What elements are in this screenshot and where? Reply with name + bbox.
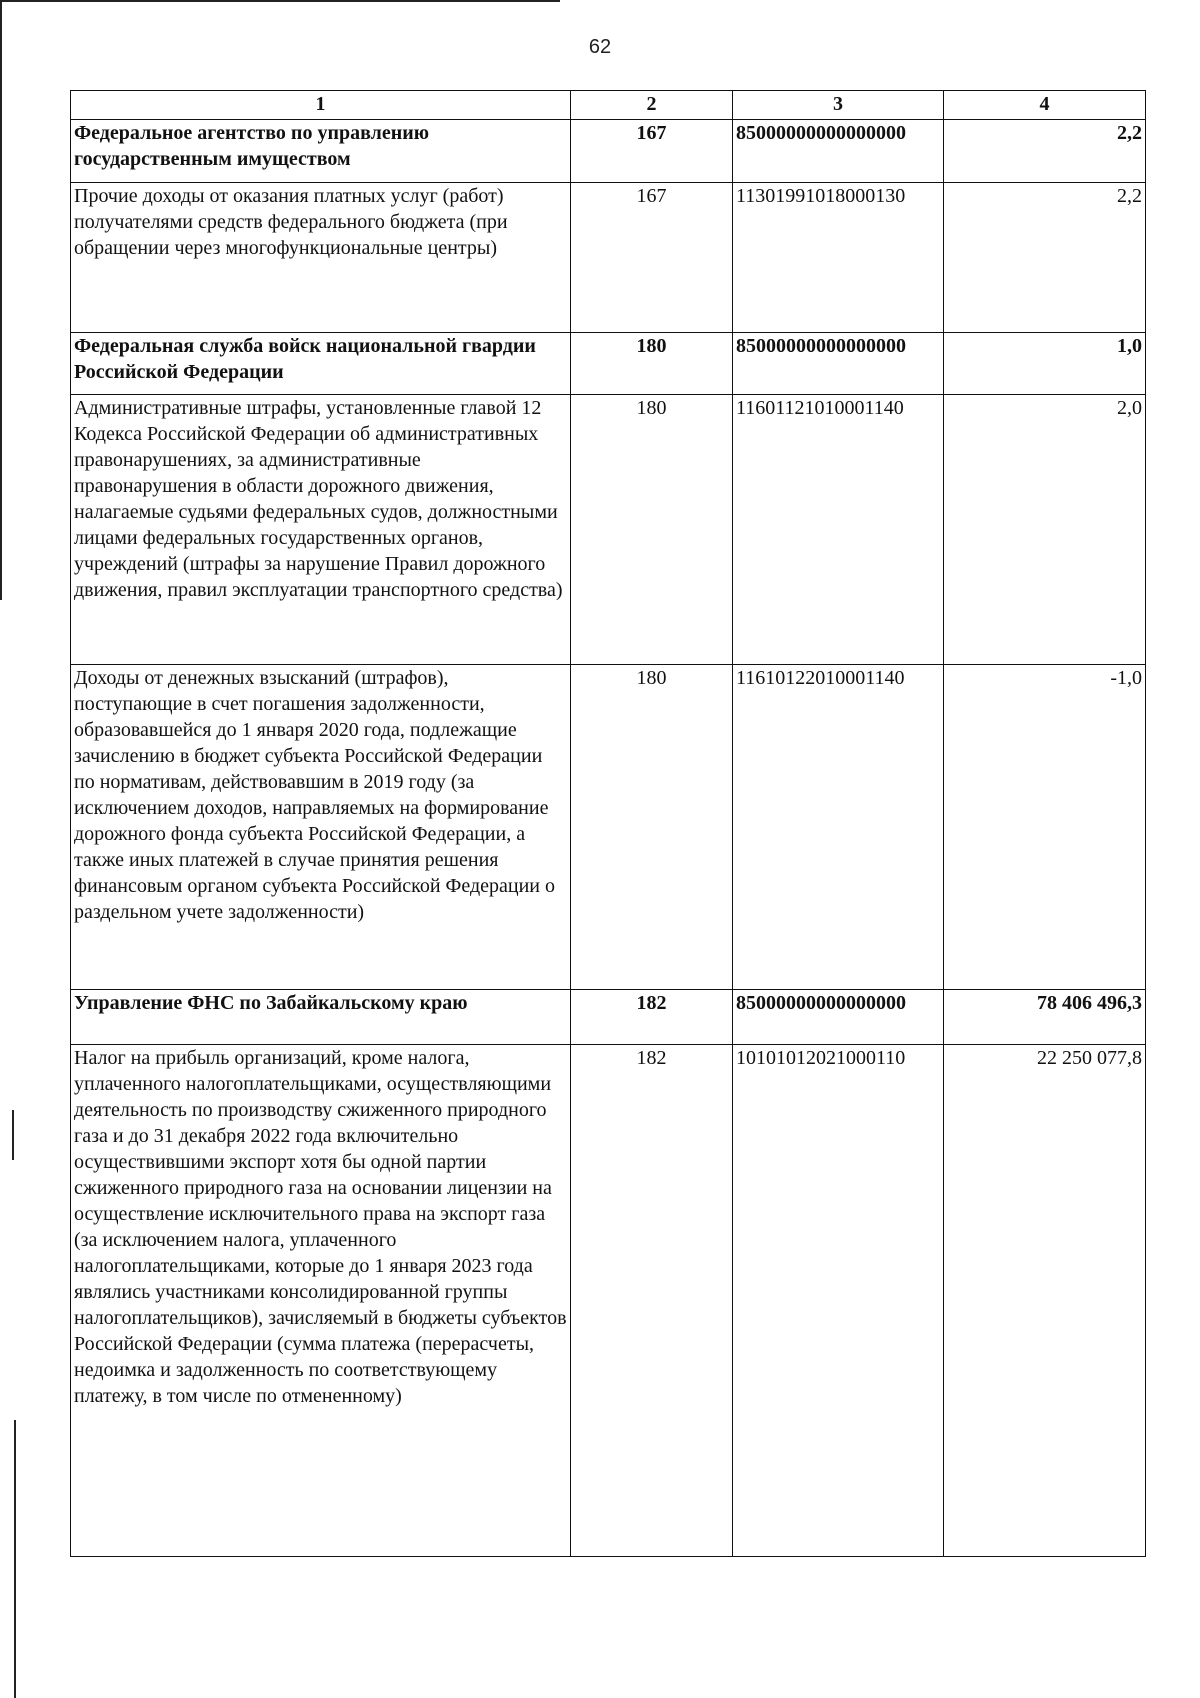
revenue-name: Налог на прибыль организаций, кроме налога, уплаченного налогоплательщиками, осуществляющими деятельность по производству сжиженного природного газа и до 31 декабря 2022 года включительно осуществившими экспорт хотя бы одной партии сжиженного природного газа на основании лицензии на осуществление исключительного права на экспорт газа (за исключением налога, уплаченного налогоплательщиками, которые до 1 января 2023 года являлись участниками консолидированной группы налогоплательщиков), зачисляемый в бюджеты субъектов Российской Федерации (сумма платежа (перерасчеты, недоимка и задолженность по соответствующему платежу, в том числе по отмененному) <box>71 1045 571 1557</box>
admin-code: 182 <box>571 1045 733 1557</box>
page-number: 62 <box>588 36 612 58</box>
left-edge-mark-lower <box>14 1420 16 1698</box>
column-header-3: 3 <box>733 91 944 120</box>
table-row <box>71 183 1146 333</box>
admin-code: 167 <box>571 183 733 333</box>
amount: 2,2 <box>944 120 1146 183</box>
amount: 78 406 496,3 <box>944 990 1146 1045</box>
left-edge-mark-upper <box>12 1110 14 1160</box>
revenue-name: Управление ФНС по Забайкальскому краю <box>71 990 571 1045</box>
column-header-4: 4 <box>944 91 1146 120</box>
table-row <box>71 333 1146 395</box>
admin-code: 180 <box>571 665 733 990</box>
admin-code: 167 <box>571 120 733 183</box>
amount: 2,0 <box>944 395 1146 665</box>
header-row <box>71 91 1146 120</box>
amount: 22 250 077,8 <box>944 1045 1146 1557</box>
revenue-name: Федеральная служба войск национальной гвардии Российской Федерации <box>71 333 571 395</box>
table-row <box>71 990 1146 1045</box>
revenue-name: Административные штрафы, установленные главой 12 Кодекса Российской Федерации об административных правонарушениях, за административные правонарушения в области дорожного движения, налагаемые судьями федеральных судов, должностными лицами федеральных государственных органов, учреждений (штрафы за нарушение Правил дорожного движения, правил эксплуатации транспортного средства) <box>71 395 571 665</box>
budget-code: 11610122010001140 <box>733 665 944 990</box>
revenue-table <box>70 90 1146 1557</box>
budget-code: 11301991018000130 <box>733 183 944 333</box>
amount: 1,0 <box>944 333 1146 395</box>
budget-code: 85000000000000000 <box>733 333 944 395</box>
top-edge-line <box>0 0 560 2</box>
revenue-name: Прочие доходы от оказания платных услуг (работ) получателями средств федерального бюджета (при обращении через многофункциональные центры) <box>71 183 571 333</box>
amount: 2,2 <box>944 183 1146 333</box>
budget-code: 11601121010001140 <box>733 395 944 665</box>
revenue-name: Доходы от денежных взысканий (штрафов), поступающие в счет погашения задолженности, образовавшейся до 1 января 2020 года, подлежащие зачислению в бюджет субъекта Российской Федерации по нормативам, действовавшим в 2019 году (за исключением доходов, направляемых на формирование дорожного фонда субъекта Российской Федерации, а также иных платежей в случае принятия решения финансовым органом субъекта Российской Федерации о раздельном учете задолженности) <box>71 665 571 990</box>
left-edge-line <box>0 0 2 600</box>
table-row <box>71 395 1146 665</box>
table-row <box>71 120 1146 183</box>
budget-code: 85000000000000000 <box>733 120 944 183</box>
table-row <box>71 665 1146 990</box>
column-header-2: 2 <box>571 91 733 120</box>
admin-code: 182 <box>571 990 733 1045</box>
amount: -1,0 <box>944 665 1146 990</box>
budget-code: 10101012021000110 <box>733 1045 944 1557</box>
budget-code: 85000000000000000 <box>733 990 944 1045</box>
admin-code: 180 <box>571 395 733 665</box>
column-header-1: 1 <box>71 91 571 120</box>
table-row <box>71 1045 1146 1557</box>
revenue-name: Федеральное агентство по управлению государственным имуществом <box>71 120 571 183</box>
admin-code: 180 <box>571 333 733 395</box>
